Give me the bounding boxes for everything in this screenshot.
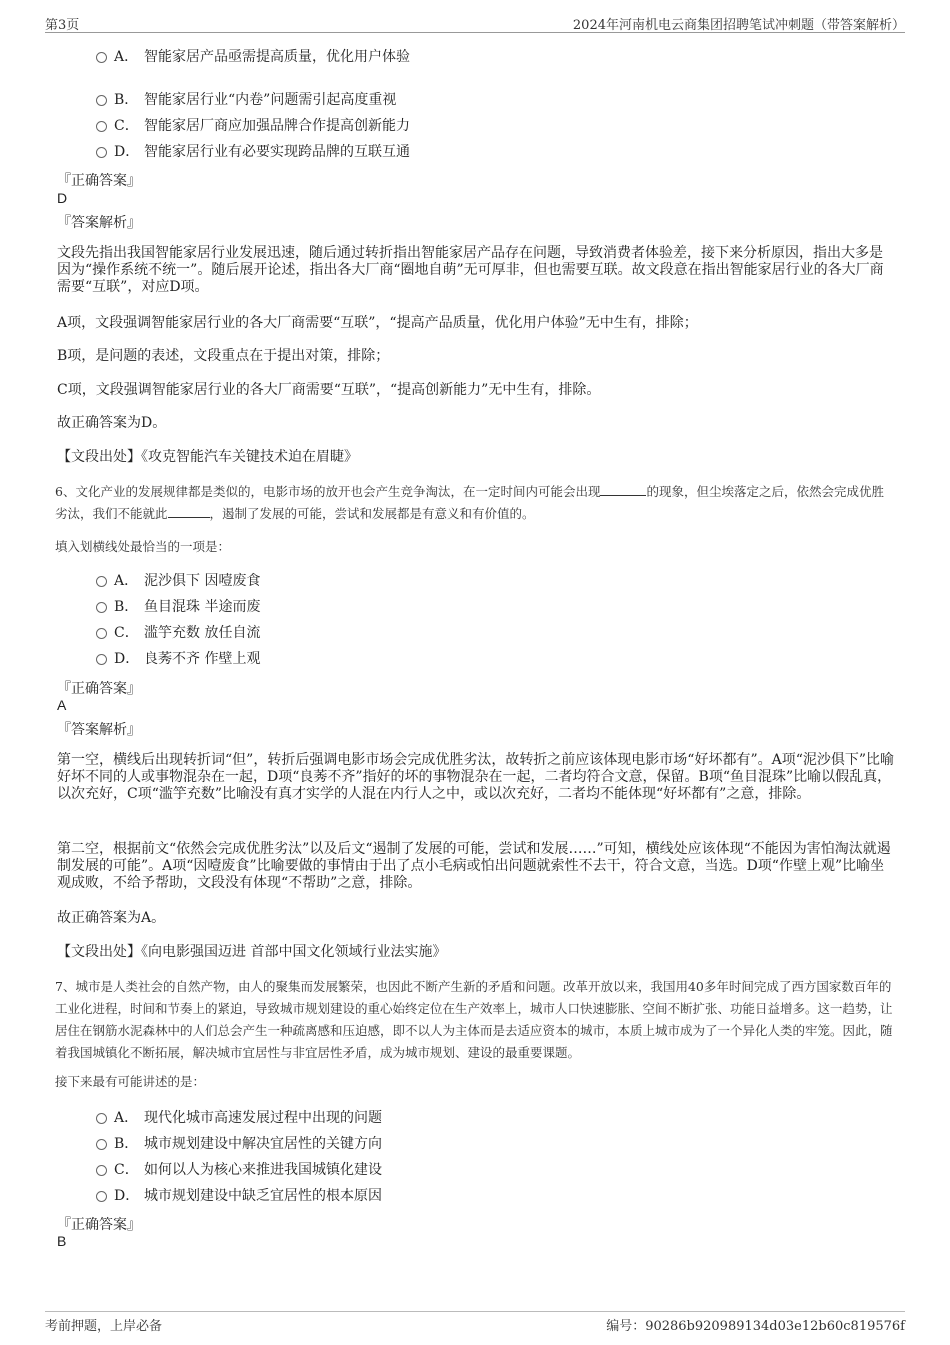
q6-option-b[interactable]: B． 鱼目混珠 半途而废 [96,597,260,617]
document-title: 2024年河南机电云商集团招聘笔试冲刺题（带答案解析） [572,18,905,33]
q6-option-a[interactable]: A． 泥沙俱下 因噎废食 [96,571,260,591]
q6-analysis-para: 第二空，根据前文“依然会完成优胜劣汰”以及后文“遏制了发展的可能，尝试和发展……”可知，横线处应该体现“不能因为害怕淘汰就遏制发展的可能”。A项“因噎废食”比喻要做的事情由于出了点小毛病或怕出问题就索性不去干，符合文意，当选。D项“作壁上观”比喻坐观成败，不给予帮助，文段没有体现“不帮助”之意，排除。 [57,841,891,891]
radio-icon[interactable] [96,576,107,587]
q5-analysis-para: A项，文段强调智能家居行业的各大厂商需要“互联”，“提高产品质量，优化用户体验”无中生有，排除； [57,315,698,331]
blank-line [600,483,646,496]
q5-option-d[interactable]: D． 智能家居行业有必要实现跨品牌的互联互通 [96,142,410,162]
radio-icon[interactable] [96,1113,107,1124]
q6-answer-label: 『正确答案』 [57,681,141,697]
radio-icon[interactable] [96,121,107,132]
q7-answer: B [57,1233,67,1249]
q5-source: 【文段出处】《攻克智能汽车关键技术迫在眉睫》 [57,449,358,465]
q7-stem: 7、城市是人类社会的自然产物，由人的聚集而发展繁荣，也因此不断产生新的矛盾和问题。改革开放以来，我国用40多年时间完成了西方国家数百年的工业化进程，时间和节奏上的紧迫，导致城市规划建设的重心始终定位在生产效率上，城市人口快速膨胀、空间不断扩张、功能日益增多。这一趋势，让居住在钢筋水泥森林中的人们总会产生一种疏离感和压迫感，即不以人为主体而是去适应资本的城市，本质上城市成为了一个异化人类的牢笼。因此，随着我国城镇化不断拓展，解决城市宜居性与非宜居性矛盾，成为城市规划、建设的最重要课题。 [55,979,893,1060]
q5-analysis-para: B项，是问题的表述，文段重点在于提出对策，排除； [57,348,390,364]
q5-analysis-para: C项，文段强调智能家居行业的各大厂商需要“互联”，“提高创新能力”无中生有，排除。 [57,382,601,398]
q7-option-a[interactable]: A． 现代化城市高速发展过程中出现的问题 [96,1108,382,1128]
radio-icon[interactable] [96,1165,107,1176]
q7-prompt: 接下来最有可能讲述的是： [55,1074,206,1089]
radio-icon[interactable] [96,628,107,639]
q7-answer-label: 『正确答案』 [57,1217,141,1233]
blank-line [168,505,210,518]
radio-icon[interactable] [96,1191,107,1202]
q7-option-c[interactable]: C． 如何以人为核心来推进我国城镇化建设 [96,1160,382,1180]
q5-analysis-para: 故正确答案为D。 [57,415,167,431]
page-number: 第3页 [45,18,80,33]
q6-source: 【文段出处】《向电影强国迈进 首部中国文化领域行业法实施》 [57,944,447,960]
radio-icon[interactable] [96,95,107,106]
page-footer [45,1311,905,1335]
document-id: 编号：90286b920989134d03e12b60c819576f [606,1319,905,1334]
q5-option-c[interactable]: C． 智能家居厂商应加强品牌合作提高创新能力 [96,116,410,136]
q6-analysis-para: 第一空，横线后出现转折词“但”，转折后强调电影市场会完成优胜劣汰，故转折之前应该体现电影市场“好坏都有”。A项“泥沙俱下”比喻好坏不同的人或事物混杂在一起，D项“良莠不齐”指好的坏的事物混杂在一起，二者均符合文意，保留。B项“鱼目混珠”比喻以假乱真，以次充好，C项“滥竽充数”比喻没有真才实学的人混在内行人之中，或以次充好，二者均不能体现“好坏都有”之意，排除。 [57,752,895,802]
radio-icon[interactable] [96,602,107,613]
q6-option-d[interactable]: D． 良莠不齐 作壁上观 [96,649,260,669]
radio-icon[interactable] [96,52,107,63]
radio-icon[interactable] [96,654,107,665]
q6-analysis-label: 『答案解析』 [57,722,141,738]
q5-analysis-para: 文段先指出我国智能家居行业发展迅速，随后通过转折指出智能家居产品存在问题，导致消费者体验差，接下来分析原因，指出大多是因为“操作系统不统一”。随后展开论述，指出各大厂商“圈地自萌”无可厚非，但也需要互联。故文段意在指出智能家居行业的各大厂商需要“互联”，对应D项。 [57,245,884,295]
radio-icon[interactable] [96,147,107,158]
q5-answer-label: 『正确答案』 [57,173,141,189]
footer-slogan: 考前押题，上岸必备 [45,1319,163,1334]
radio-icon[interactable] [96,1139,107,1150]
q5-analysis-label: 『答案解析』 [57,215,141,231]
q6-stem: 6、文化产业的发展规律都是类似的，电影市场的放开也会产生竞争淘汰，在一定时间内可能会出现 的现象，但尘埃落定之后，依然会完成优胜劣汰，我们不能就此 ，遏制了发展的可能，尝试和发展都是有意义和有价值的。 [55,484,884,521]
q5-option-b[interactable]: B． 智能家居行业“内卷”问题需引起高度重视 [96,90,396,110]
q6-option-c[interactable]: C． 滥竽充数 放任自流 [96,623,260,643]
q7-option-d[interactable]: D． 城市规划建设中缺乏宜居性的根本原因 [96,1186,382,1206]
page-header [45,14,905,33]
q5-option-a[interactable]: A． 智能家居产品亟需提高质量，优化用户体验 [96,47,410,67]
q6-prompt: 填入划横线处最恰当的一项是： [55,539,231,554]
q6-answer: A [57,697,67,713]
q7-option-b[interactable]: B． 城市规划建设中解决宜居性的关键方向 [96,1134,382,1154]
q5-answer: D [57,190,68,206]
q6-analysis-para: 故正确答案为A。 [57,910,166,926]
